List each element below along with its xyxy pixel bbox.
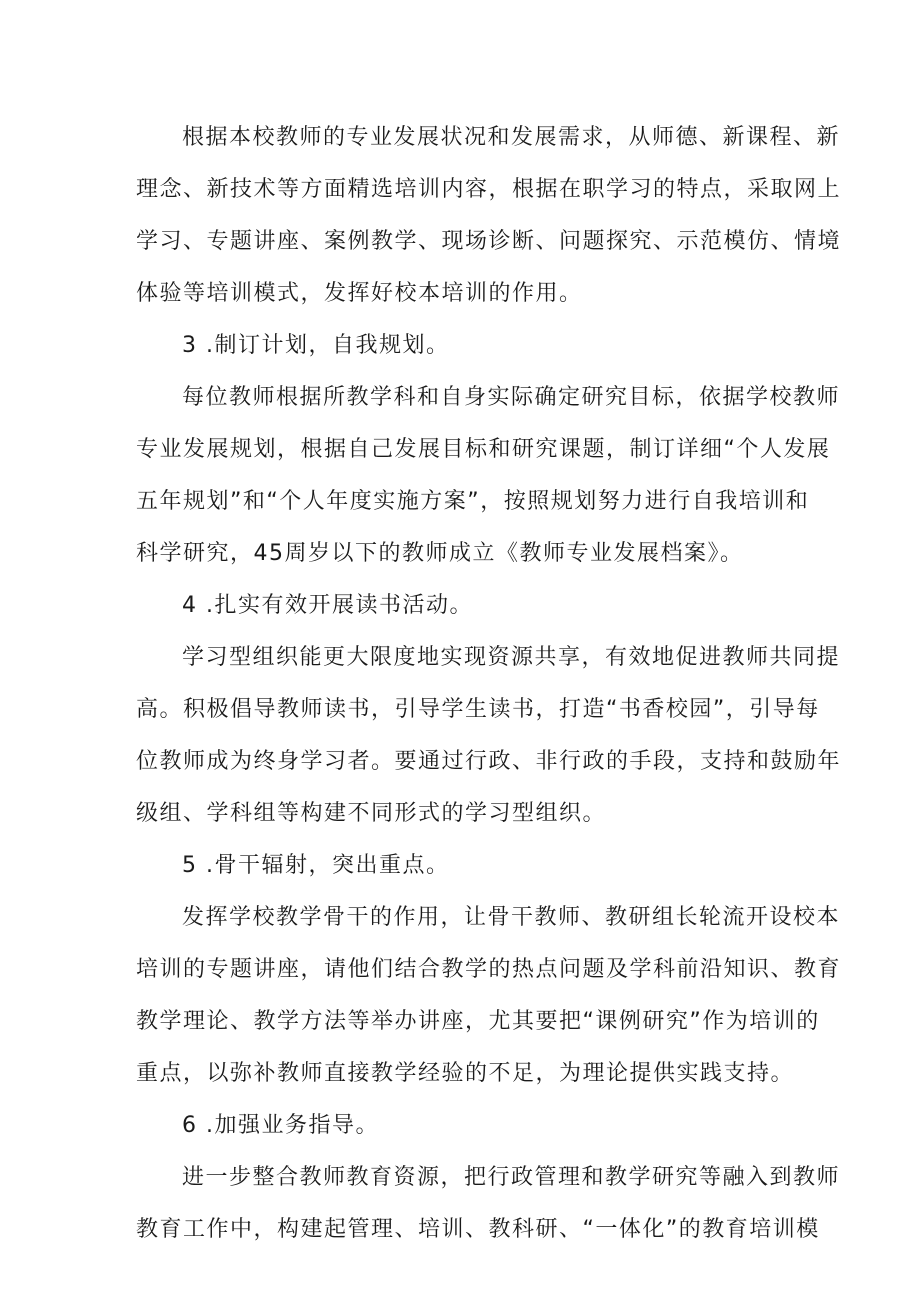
paragraph-line: 科学研究，45周岁以下的教师成立《教师专业发展档案》。	[136, 541, 744, 566]
section-heading: 5 .骨干辐射，突出重点。	[182, 853, 450, 878]
paragraph-line: 教育工作中，构建起管理、培训、教科研、“一体化”的教育培训模	[136, 1217, 820, 1242]
paragraph-line: 高。积极倡导教师读书，引导学生读书，打造“书香校园”，引导每	[136, 697, 820, 722]
paragraph-line: 每位教师根据所教学科和自身实际确定研究目标，依据学校教师	[182, 385, 841, 410]
paragraph-line: 学习、专题讲座、案例教学、现场诊断、问题探究、示范模仿、情境	[136, 229, 842, 254]
paragraph-line: 根据本校教师的专业发展状况和发展需求，从师德、新课程、新	[182, 125, 841, 150]
section-heading: 6 .加强业务指导。	[182, 1113, 379, 1138]
paragraph-line: 学习型组织能更大限度地实现资源共享，有效地促进教师共同提	[182, 645, 841, 670]
paragraph-line: 级组、学科组等构建不同形式的学习型组织。	[136, 801, 607, 826]
section-heading: 3 .制订计划，自我规划。	[182, 333, 450, 358]
paragraph-line: 培训的专题讲座，请他们结合教学的热点问题及学科前沿知识、教育	[136, 957, 842, 982]
paragraph-line: 进一步整合教师教育资源，把行政管理和教学研究等融入到教师	[182, 1165, 841, 1190]
paragraph-line: 理念、新技术等方面精选培训内容，根据在职学习的特点，采取网上	[136, 177, 842, 202]
section-heading: 4 .扎实有效开展读书活动。	[182, 593, 473, 618]
paragraph-line: 教学理论、教学方法等举办讲座，尤其要把“课例研究”作为培训的	[136, 1009, 820, 1034]
paragraph-line: 发挥学校教学骨干的作用，让骨干教师、教研组长轮流开设校本	[182, 905, 841, 930]
paragraph-line: 专业发展规划，根据自己发展目标和研究课题，制订详细“个人发展	[136, 437, 831, 462]
document-body	[136, 112, 842, 1256]
paragraph-line: 体验等培训模式，发挥好校本培训的作用。	[136, 281, 583, 306]
paragraph-line: 位教师成为终身学习者。要通过行政、非行政的手段，支持和鼓励年	[136, 749, 842, 774]
paragraph-line: 五年规划”和“个人年度实施方案”，按照规划努力进行自我培训和	[136, 489, 810, 514]
paragraph-line: 重点，以弥补教师直接教学经验的不足，为理论提供实践支持。	[136, 1061, 795, 1086]
